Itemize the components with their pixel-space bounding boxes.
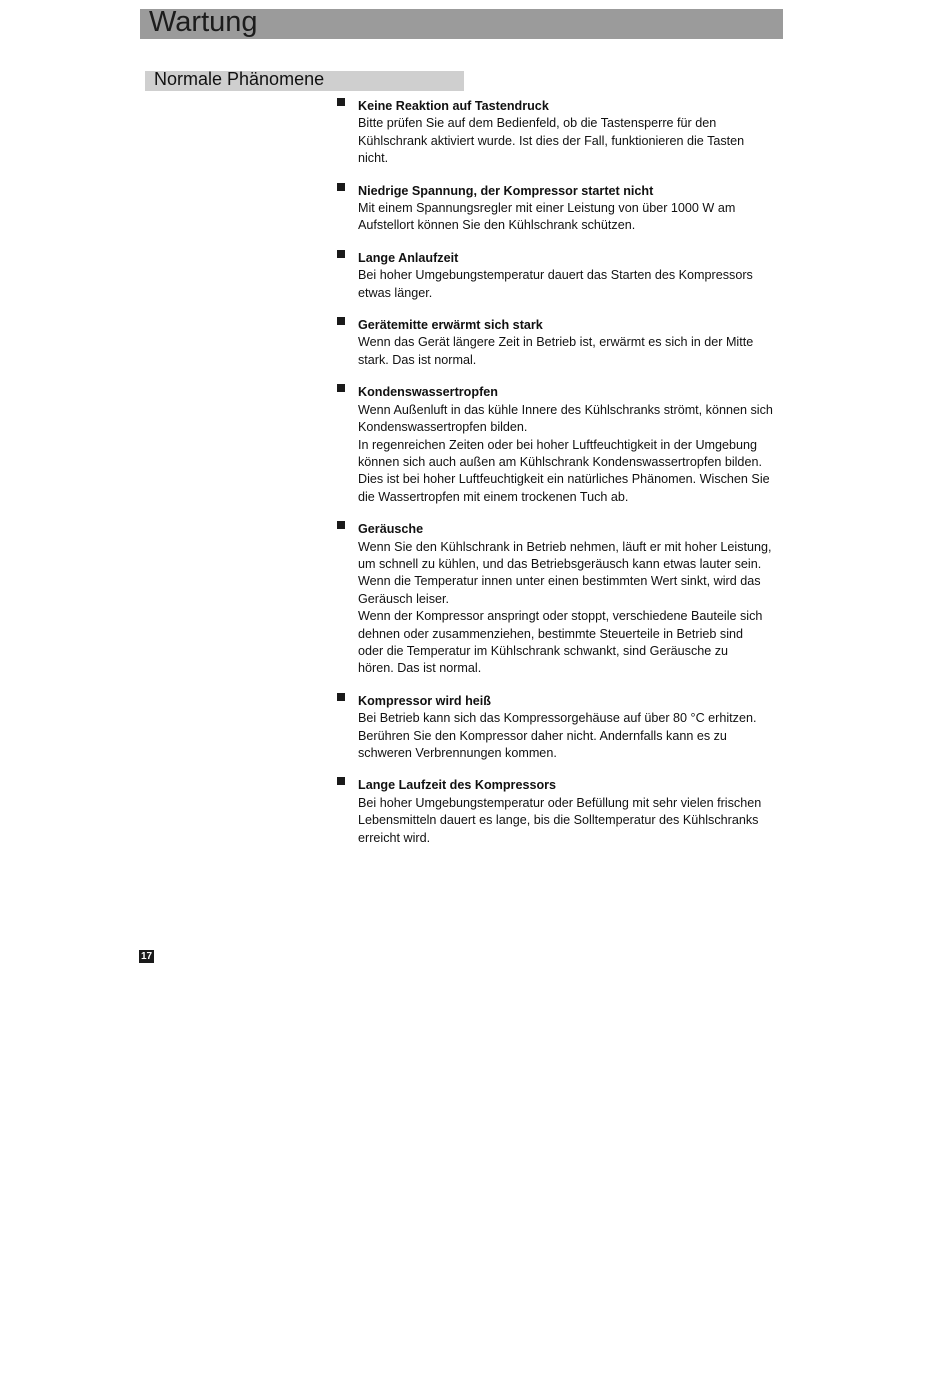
phenomenon-text-line: erreicht wird. (358, 830, 431, 845)
phenomenon-text-line: Mit einem Spannungsregler mit einer Leistung von über 1000 W am (358, 201, 736, 216)
square-bullet-icon (337, 693, 345, 701)
phenomenon-title: Gerätemitte erwärmt sich stark (358, 318, 543, 333)
section-title: Normale Phänomene (154, 69, 325, 89)
page-title: Wartung (149, 6, 258, 38)
phenomenon-text-line: Bitte prüfen Sie auf dem Bedienfeld, ob die Tastensperre für den (358, 116, 717, 131)
phenomenon-text-line: Bei hoher Umgebungstemperatur oder Befüllung mit sehr vielen frischen (358, 795, 762, 810)
phenomenon-title: Kompressor wird heiß (358, 693, 491, 708)
phenomenon-title: Keine Reaktion auf Tastendruck (358, 99, 549, 113)
phenomenon-text-line: In regenreichen Zeiten oder bei hoher Luftfeuchtigkeit in der Umgebung (358, 437, 758, 452)
phenomenon-title: Geräusche (358, 522, 424, 537)
phenomenon-text-line: Kühlschrank aktiviert wurde. Ist dies der Fall, funktionieren die Tasten (358, 133, 745, 148)
page-number: 17 (140, 951, 153, 962)
phenomenon-item (336, 693, 806, 763)
phenomenon-text-line: Bei hoher Umgebungstemperatur dauert das Starten des Kompressors (358, 268, 753, 283)
phenomenon-text-line: Kondenswassertropfen bilden. (358, 420, 528, 435)
phenomenon-text-line: nicht. (358, 151, 389, 166)
phenomenon-text-line: Lebensmitteln dauert es lange, bis die Solltemperatur des Kühlschranks (358, 813, 759, 828)
phenomenon-text-line: stark. Das ist normal. (358, 352, 477, 367)
square-bullet-icon (337, 98, 345, 106)
phenomenon-text-line: schweren Verbrennungen kommen. (358, 746, 557, 760)
phenomenon-item (336, 777, 806, 847)
phenomenon-text-line: etwas länger. (358, 285, 433, 300)
phenomenon-text-line: die Wassertropfen mit einem trockenen Tuch ab. (358, 489, 629, 504)
phenomenon-item (336, 250, 806, 302)
phenomenon-item (336, 384, 806, 506)
phenomenon-item (336, 98, 806, 168)
square-bullet-icon (337, 183, 345, 191)
phenomenon-text-line: Wenn die Temperatur innen unter einen bestimmten Wert sinkt, wird das (358, 574, 761, 589)
square-bullet-icon (337, 317, 345, 325)
square-bullet-icon (337, 250, 345, 258)
phenomenon-title: Lange Anlaufzeit (358, 250, 459, 265)
square-bullet-icon (337, 521, 345, 529)
phenomenon-text-line: Wenn Sie den Kühlschrank in Betrieb nehmen, läuft er mit hoher Leistung, (358, 539, 772, 554)
phenomenon-text-line: Wenn das Gerät längere Zeit in Betrieb ist, erwärmt es sich in der Mitte (358, 335, 754, 350)
phenomenon-title: Kondenswassertropfen (358, 385, 498, 400)
phenomenon-text-line: Dies ist bei hoher Luftfeuchtigkeit ein natürliches Phänomen. Wischen Sie (358, 472, 770, 487)
square-bullet-icon (337, 384, 345, 392)
section-header-bar (145, 71, 464, 91)
phenomenon-text-line: Geräusch leiser. (358, 591, 449, 606)
phenomenon-text-line: Bei Betrieb kann sich das Kompressorgehäuse auf über 80 °C erhitzen. (358, 711, 757, 726)
phenomenon-item (336, 183, 806, 235)
phenomenon-text-line: um schnell zu kühlen, und das Betriebsgeräusch kann etwas lauter sein. (358, 556, 762, 571)
phenomenon-text-line: hören. Das ist normal. (358, 661, 482, 676)
phenomenon-text-line: Berühren Sie den Kompressor daher nicht. Andernfalls kann es zu (358, 728, 727, 743)
phenomenon-text-line: oder die Temperatur im Kühlschrank schwankt, sind Geräusche zu (358, 643, 729, 658)
phenomenon-item (336, 317, 806, 369)
phenomenon-title: Lange Laufzeit des Kompressors (358, 778, 557, 793)
phenomenon-text-line: Wenn der Kompressor anspringt oder stoppt, verschiedene Bauteile sich (358, 609, 763, 624)
phenomenon-text-line: Wenn Außenluft in das kühle Innere des Kühlschranks strömt, können sich (358, 402, 773, 417)
phenomenon-text-line: können sich auch außen am Kühlschrank Kondenswassertropfen bilden. (358, 454, 762, 469)
page-header-bar (140, 6, 783, 39)
phenomenon-item (336, 521, 806, 678)
phenomenon-text-line: dehnen oder zusammenziehen, bestimmte Steuerteile in Betrieb sind (358, 626, 744, 641)
phenomenon-title: Niedrige Spannung, der Kompressor startet nicht (358, 183, 654, 198)
square-bullet-icon (337, 777, 345, 785)
phenomena-list (336, 98, 806, 862)
phenomenon-text-line: Aufstellort können Sie den Kühlschrank schützen. (358, 218, 636, 233)
